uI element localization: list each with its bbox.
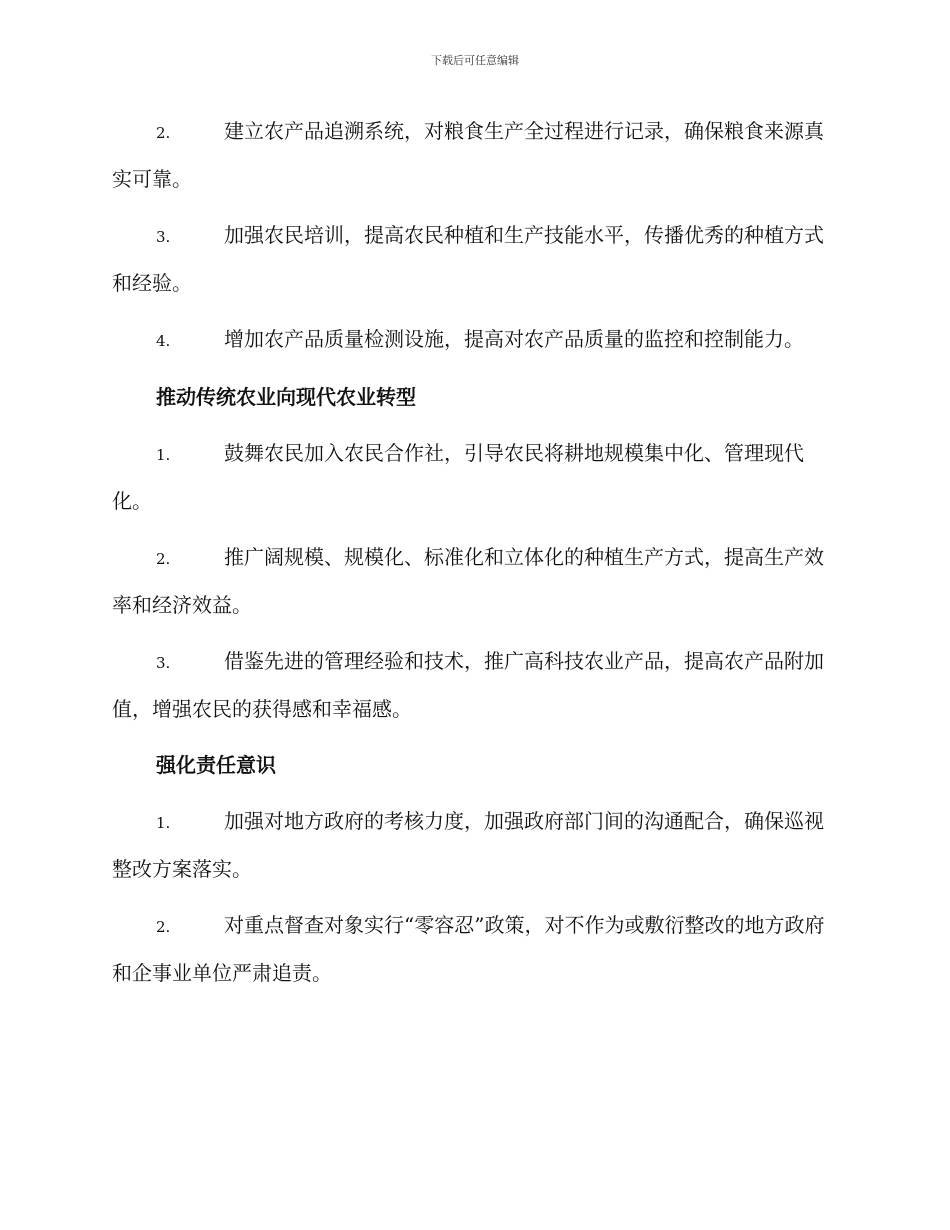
document-body	[112, 108, 838, 1006]
list-item-number: 4.	[156, 332, 171, 350]
section-heading: 推动传统农业向现代农业转型	[156, 385, 416, 409]
list-item	[112, 108, 838, 202]
list-item-number: 3.	[156, 228, 171, 246]
section-heading: 强化责任意识	[156, 753, 276, 777]
list-item-number: 3.	[156, 654, 171, 672]
list-item-text: 鼓舞农民加入农民合作社，引导农民将耕地规模集中化、管理现代化。	[112, 441, 804, 513]
list-item-text: 推广阔规模、规模化、标准化和立体化的种植生产方式，提高生产效率和经济效益。	[112, 545, 824, 617]
list-item-number: 1.	[156, 814, 171, 832]
list-item-text: 借鉴先进的管理经验和技术，推广高科技农业产品，提高农产品附加值，增强农民的获得感和幸福感。	[112, 649, 824, 721]
list-item-number: 2.	[156, 550, 171, 568]
list-item-text: 建立农产品追溯系统，对粮食生产全过程进行记录，确保粮食来源真实可靠。	[112, 119, 824, 191]
list-item-number: 2.	[156, 918, 171, 936]
list-item	[112, 638, 838, 732]
list-item	[112, 316, 838, 364]
list-item-text: 对重点督查对象实行“零容忍”政策，对不作为或敷衍整改的地方政府和企事业单位严肃追责。	[112, 913, 825, 985]
list-item-text: 增加农产品质量检测设施，提高对农产品质量的监控和控制能力。	[224, 327, 804, 351]
list-item	[112, 902, 838, 996]
list-item-text: 加强农民培训，提高农民种植和生产技能水平，传播优秀的种植方式和经验。	[112, 223, 824, 295]
list-item	[112, 798, 838, 892]
list-item	[112, 212, 838, 306]
list-item-number: 1.	[156, 446, 171, 464]
list-item-text: 加强对地方政府的考核力度，加强政府部门间的沟通配合，确保巡视整改方案落实。	[112, 809, 824, 881]
list-item	[112, 534, 838, 628]
list-item-number: 2.	[156, 124, 171, 142]
page-header: 下载后可任意编辑	[431, 54, 519, 67]
list-item	[112, 430, 838, 524]
